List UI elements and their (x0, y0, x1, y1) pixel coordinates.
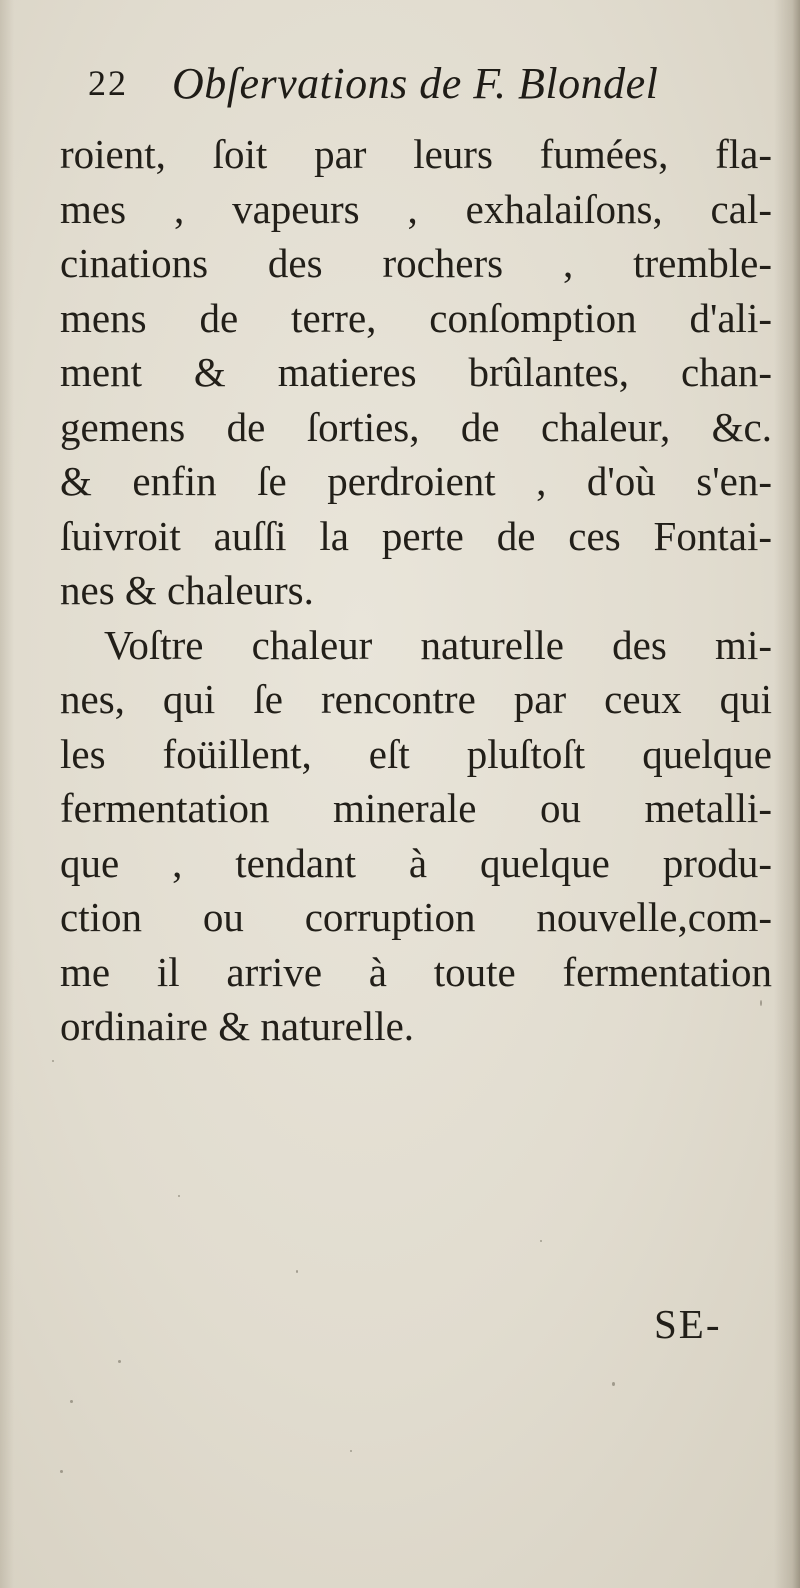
page-number: 22 (88, 63, 128, 103)
text-line: mes , vapeurs , exhalaiſons, cal- (60, 185, 772, 232)
text-line: cinations des rochers , tremble- (60, 240, 772, 286)
text-line: gemens de ſorties, de chaleur, &c. (60, 403, 772, 450)
text-line: ction ou corruption nouvelle,com- (60, 894, 772, 940)
text-line: ordinaire & naturelle. (60, 1003, 415, 1049)
text-line: mens de terre, conſomption d'ali- (60, 294, 772, 341)
text-line: fermentation minerale ou metalli- (60, 785, 772, 831)
text-line: les foüillent, eſt pluſtoſt quelque (60, 730, 772, 777)
text-line: que , tendant à quelque produ- (60, 839, 772, 886)
text-line: me il arrive à toute fermentation (60, 948, 772, 995)
text-line: nes, qui ſe rencontre par ceux qui (60, 676, 772, 722)
catchword: SE- (654, 1301, 722, 1347)
text-line: ſuivroit auſſi la perte de ces Fontai- (60, 512, 772, 559)
text-line: roient, ſoit par leurs fumées, fla- (60, 131, 772, 177)
body-text (60, 127, 772, 1054)
gutter-shadow (774, 0, 800, 1588)
page-left-edge (0, 0, 14, 1588)
text-line: & enfin ſe perdroient , d'où s'en- (60, 458, 772, 504)
paragraph-start-line: Voſtre chaleur naturelle des mi- (104, 621, 772, 668)
text-line: nes & chaleurs. (60, 567, 314, 613)
running-head: Obſervations de F. Blondel (172, 59, 659, 108)
text-line: ment & matieres brûlantes, chan- (60, 349, 772, 395)
page-header (88, 58, 748, 118)
